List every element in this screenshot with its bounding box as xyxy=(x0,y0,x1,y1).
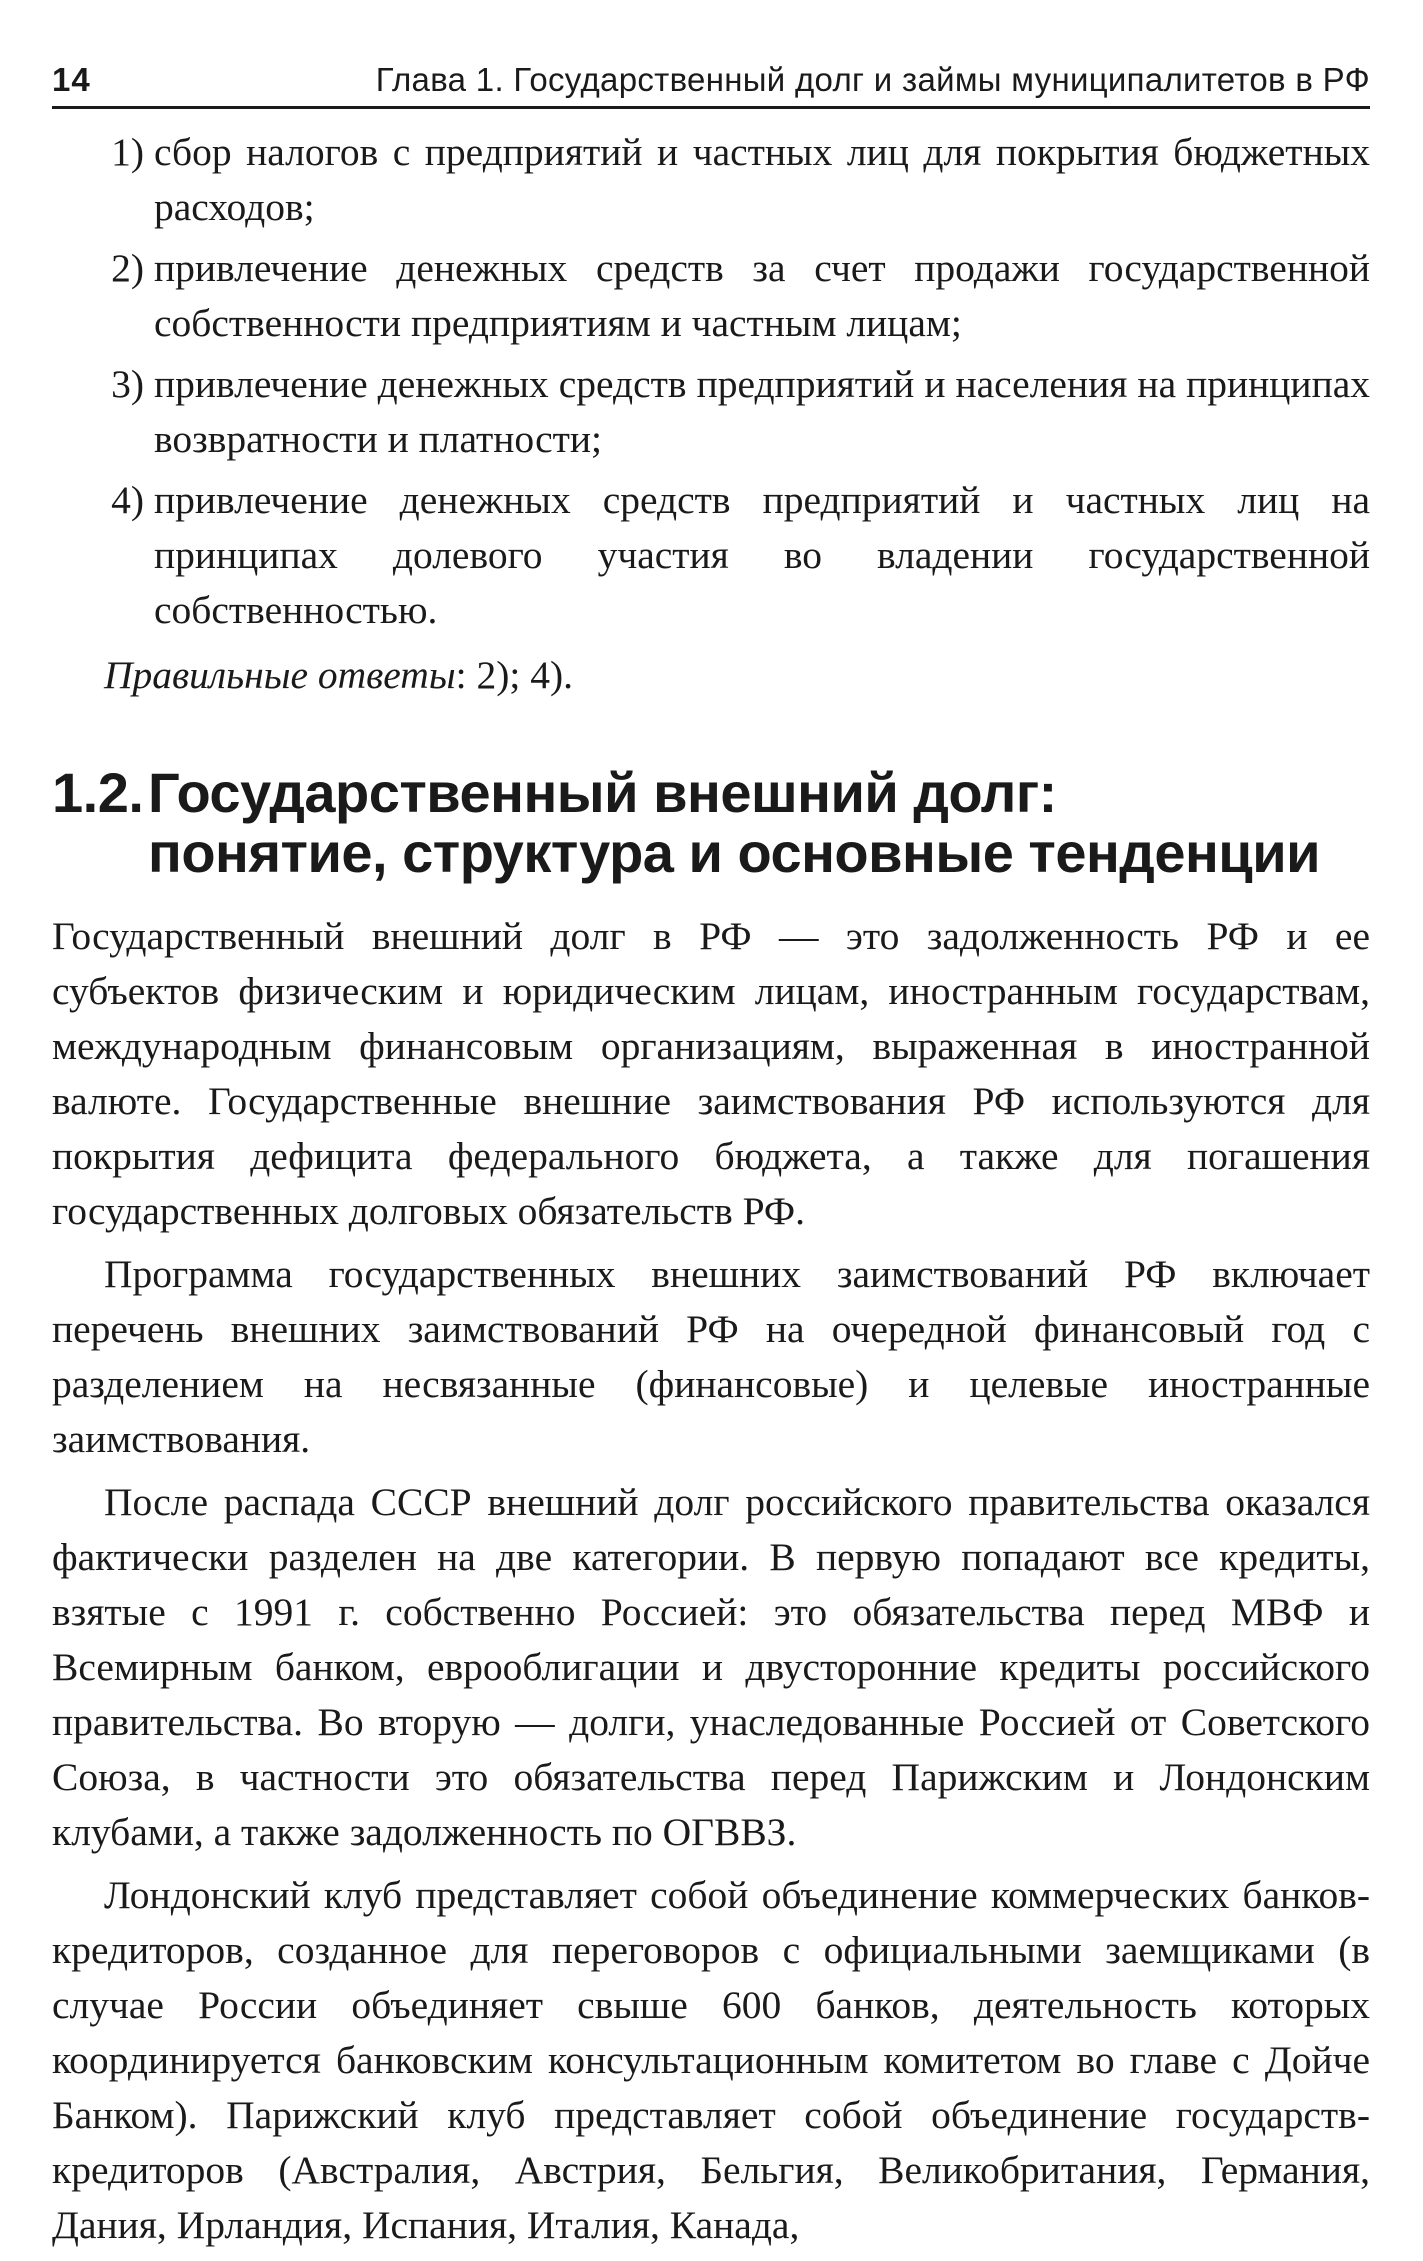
list-item xyxy=(52,241,1370,351)
section-title xyxy=(148,763,1370,883)
correct-answers xyxy=(52,648,1370,703)
numbered-list xyxy=(52,125,1370,638)
page-number: 14 xyxy=(52,61,91,98)
list-item-number: 3) xyxy=(111,362,144,406)
chapter-title: Глава 1. Государственный долг и займы муниципалитетов в РФ xyxy=(375,61,1370,98)
section-heading xyxy=(52,763,1370,883)
list-item-number: 2) xyxy=(111,246,144,290)
list-item xyxy=(52,125,1370,235)
paragraph: Государственный внешний долг в РФ — это задолженность РФ и ее субъектов физическим и юридическим лицам, иностранным государствам, международным финансовым организациям, выраженная в иностранной валюте. Государственные внешние заимствования РФ используются для покрытия дефицита федерального бюджета, а также для погашения государственных долговых обязательств РФ. xyxy=(52,914,1370,1233)
paragraph: После распада СССР внешний долг российского правительства оказался фактически разделен на две категории. В первую попадают все кредиты, взятые с 1991 г. собственно Россией: это обязательства перед МВФ и Всемирным банком, еврооблигации и двусторонние кредиты российского правительства. Во вторую — долги, унаследованные Россией от Советского Союза, в частности это обязательства перед Парижским и Лондонским клубами, а также задолженность по ОГВВЗ. xyxy=(52,1480,1370,1854)
section-title-line-1: Государственный внешний долг: xyxy=(148,761,1057,824)
list-item-text: привлечение денежных средств предприятий и частных лиц на принципах долевого участия во владении государственной собственностью. xyxy=(154,478,1370,632)
book-page xyxy=(52,60,1370,2261)
list-item xyxy=(52,473,1370,638)
answers-label: Правильные ответы xyxy=(104,653,456,697)
body-text xyxy=(52,909,1370,2253)
list-item-text: привлечение денежных средств за счет продажи государственной собственности предприятиям и частным лицам; xyxy=(154,246,1370,345)
list-item-number: 1) xyxy=(111,130,144,174)
section-title-line-2: понятие, структура и основные тенденции xyxy=(148,821,1321,884)
paragraph: Лондонский клуб представляет собой объединение коммерческих банков-кредиторов, созданное для переговоров с официальными заемщиками (в случае России объединяет свыше 600 банков, деятельность которых координируется банковским консультационным комитетом во главе с Дойче Банком). Парижский клуб представляет собой объединение государств-кредиторов (Австралия, Австрия, Бельгия, Великобритания, Германия, Дания, Ирландия, Испания, Италия, Канада, xyxy=(52,1873,1370,2247)
running-header xyxy=(52,60,1370,109)
paragraph: Программа государственных внешних заимствований РФ включает перечень внешних заимствований РФ на очередной финансовый год с разделением на несвязанные (финансовые) и целевые иностранные заимствования. xyxy=(52,1252,1370,1461)
list-item-number: 4) xyxy=(111,478,144,522)
list-item-text: сбор налогов с предприятий и частных лиц для покрытия бюджетных расходов; xyxy=(154,130,1370,229)
list-item-text: привлечение денежных средств предприятий и населения на принципах возвратности и платности; xyxy=(154,362,1370,461)
answers-value: : 2); 4). xyxy=(455,653,573,697)
section-number: 1.2. xyxy=(52,761,144,824)
list-item xyxy=(52,357,1370,467)
